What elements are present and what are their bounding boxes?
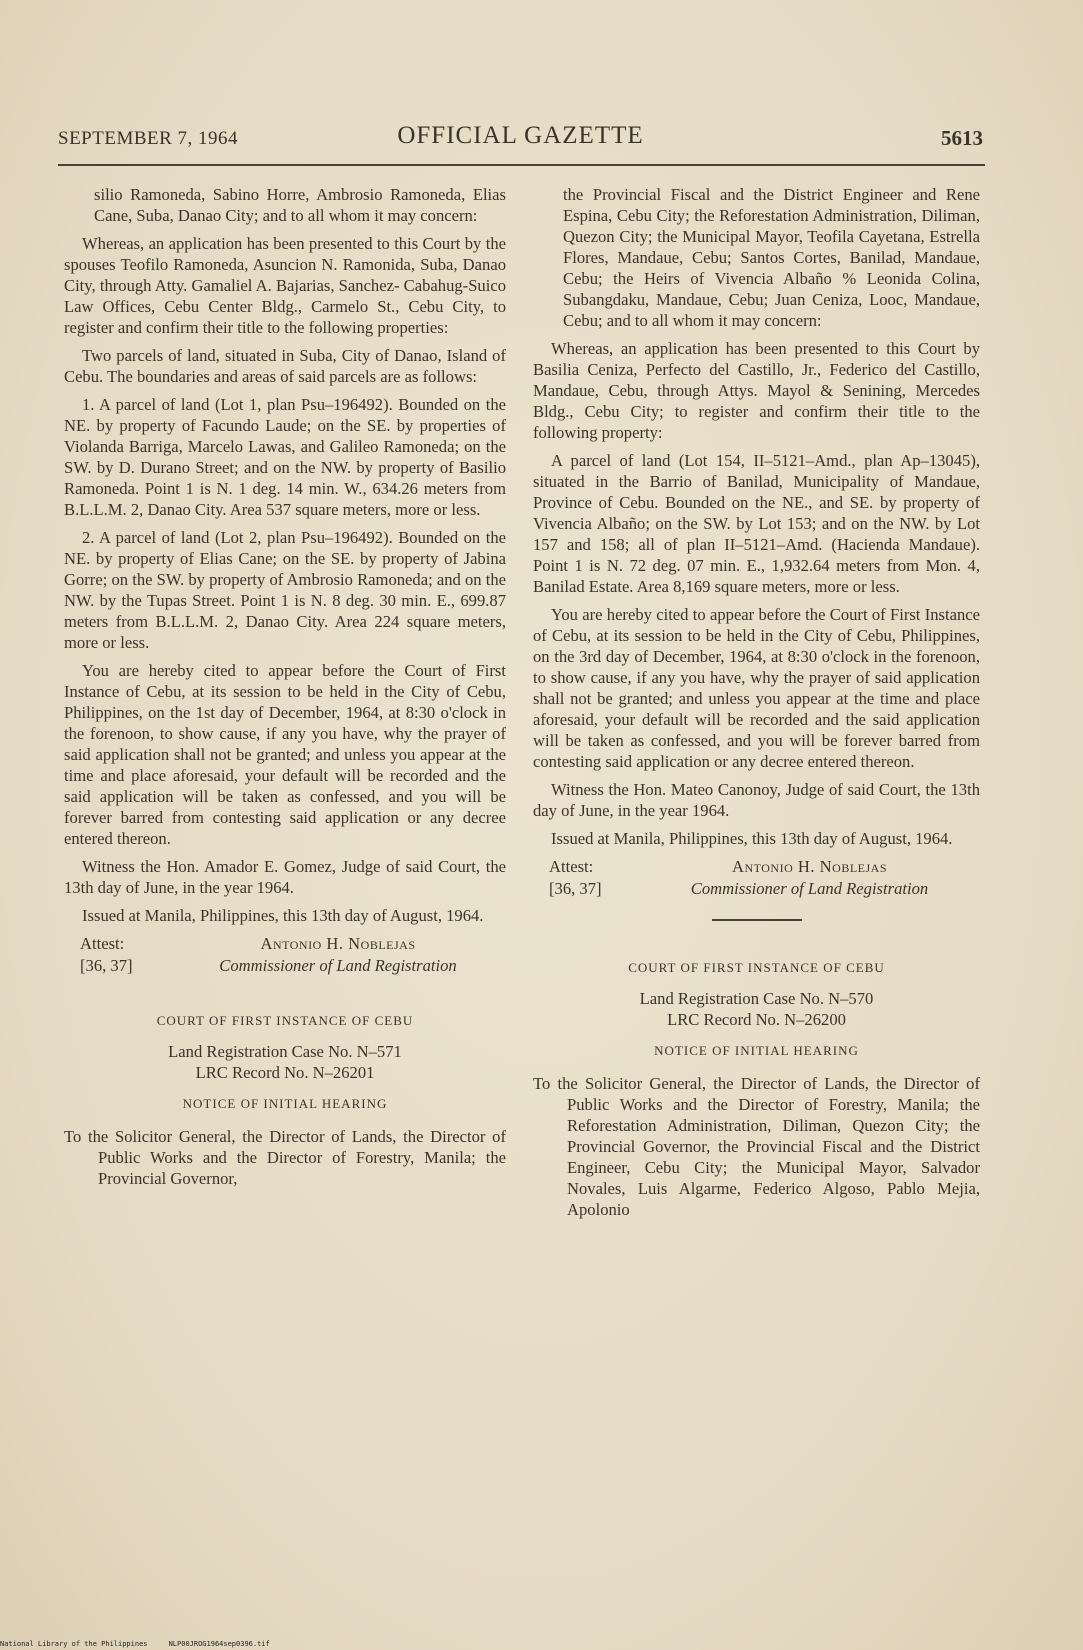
page-header <box>58 122 983 158</box>
case-no: Land Registration Case No. N–570 <box>639 989 874 1008</box>
right-column <box>533 184 980 1227</box>
paragraph: A parcel of land (Lot 154, II–5121–Amd., plan Ap–13045), situated in the Barrio of Banilad, Municipality of Mandaue, Province of Cebu. Bounded on the NE., and SE. by property of Vivencia Albaño; on the SW. by Lot 153; and on the NW. by Lot 157 and 158; all of plan II–5121–Amd. (Hacienda Mandaue). Point 1 is N. 72 deg. 07 min. E., 1,932.64 meters from Mon. 4, Banilad Estate. Area 8,169 square meters, more or less. <box>533 451 980 596</box>
paragraph: Whereas, an application has been presented to this Court by the spouses Teofilo Ramoneda, Asuncion N. Ramonida, Suba, Danao City, through Atty. Gamaliel A. Bajarias, Sanchez- Cabahug-Suico Law Offices, Cebu Center Bldg., Carmelo St., Cebu City, to register and confirm their title to the following properties: <box>64 234 506 337</box>
attest-block <box>80 933 506 976</box>
header-title: OFFICIAL GAZETTE <box>397 122 644 149</box>
attest-block <box>549 856 980 899</box>
notice-heading: NOTICE OF INITIAL HEARING <box>654 1043 859 1058</box>
paragraph: silio Ramoneda, Sabino Horre, Ambrosio Ramoneda, Elias Cane, Suba, Danao City; and to all whom it may concern: <box>94 185 506 225</box>
paragraph: You are hereby cited to appear before the Court of First Instance of Cebu, at its session to be held in the City of Cebu, Philippines, on the 1st day of December, 1964, at 8:30 o'clock in the forenoon, to show cause, if any you have, why the prayer of said application shall not be granted; and unless you appear at the time and place aforesaid, your default will be recorded and the said application will be taken as confessed, and you will be forever barred from contesting said application or any decree entered thereon. <box>64 661 506 848</box>
addressees: To the Solicitor General, the Director of Lands, the Director of Public Works and the Director of Forestry, Manila; the Reforestation Administration, Diliman, Quezon City; the Provincial Governor, the Provincial Fiscal and the District Engineer, Cebu City; the Municipal Mayor, Salvador Novales, Luis Algarme, Federico Algoso, Pablo Mejia, Apolonio <box>533 1074 980 1219</box>
paragraph: Whereas, an application has been presented to this Court by Basilia Ceniza, Perfecto del Castillo, Jr., Federico del Castillo, Mandaue, Cebu, through Attys. Mayol & Senining, Mercedes Bldg., Cebu City; to register and confirm their title to the following property: <box>533 339 980 442</box>
header-date: SEPTEMBER 7, 1964 <box>58 128 239 149</box>
attest-label: Attest: <box>80 934 125 953</box>
paragraph: the Provincial Fiscal and the District Engineer and Rene Espina, Cebu City; the Reforestation Administration, Diliman, Quezon City; the Municipal Mayor, Teofila Cayetana, Estrella Flores, Mandaue, Cebu; Santos Cortes, Banilad, Mandaue, Cebu; the Heirs of Vivencia Albaño % Leonida Colina, Subangdaku, Mandaue, Cebu; Juan Ceniza, Looc, Mandaue, Cebu; and to all whom it may concern: <box>563 185 980 330</box>
header-rule <box>58 164 985 166</box>
case-no: Land Registration Case No. N–571 <box>168 1042 402 1061</box>
paragraph: 1. A parcel of land (Lot 1, plan Psu–196492). Bounded on the NE. by property of Facundo Laude; on the SE. by properties of Violanda Barriga, Marcelo Lawas, and Galileo Ramoneda; on the SW. by D. Durano Street; and on the NW. by property of Basilio Ramoneda. Point 1 is N. 1 deg. 14 min. W., 634.26 meters from B.L.L.M. 2, Danao City. Area 537 square meters, more or less. <box>64 395 506 519</box>
paragraph: You are hereby cited to appear before the Court of First Instance of Cebu, at its session to be held in the City of Cebu, Philippines, on the 3rd day of December, 1964, at 8:30 o'clock in the forenoon, to show cause, if any you have, why the prayer of said application shall not be granted; and unless you appear at the time and place aforesaid, your default will be recorded and the said application will be taken as confessed, and you will be forever barred from contesting said application or any decree entered thereon. <box>533 605 980 771</box>
attest-label: Attest: <box>549 857 594 876</box>
left-column <box>64 184 506 1196</box>
court-heading: COURT OF FIRST INSTANCE OF CEBU <box>156 1013 414 1028</box>
lrc-no: LRC Record No. N–26201 <box>195 1063 375 1082</box>
paragraph: Two parcels of land, situated in Suba, City of Danao, Island of Cebu. The boundaries and areas of said parcels are as follows: <box>64 346 506 386</box>
scan-footer <box>0 1640 270 1648</box>
paragraph: Witness the Hon. Amador E. Gomez, Judge of said Court, the 13th day of June, in the year 1964. <box>64 857 506 897</box>
attest-title: Commissioner of Land Registration <box>219 956 457 975</box>
court-heading: COURT OF FIRST INSTANCE OF CEBU <box>628 960 885 975</box>
section-divider <box>712 919 802 921</box>
paragraph: Witness the Hon. Mateo Canonoy, Judge of said Court, the 13th day of June, in the year 1964. <box>533 780 980 820</box>
attest-title: Commissioner of Land Registration <box>690 879 929 898</box>
attest-ref: [36, 37] <box>80 956 133 975</box>
case-number <box>64 1041 506 1083</box>
case-number <box>533 988 980 1030</box>
attest-name: Antonio H. Noblejas <box>260 934 416 953</box>
lrc-no: LRC Record No. N–26200 <box>667 1010 846 1029</box>
footer-file: NLP00JROG1964sep0396.tif <box>168 1640 270 1648</box>
header-page-number: 5613 <box>941 126 983 150</box>
attest-ref: [36, 37] <box>549 879 602 898</box>
footer-source: National Library of the Philippines <box>0 1640 148 1648</box>
addressees: To the Solicitor General, the Director of Lands, the Director of Public Works and the Director of Forestry, Manila; the Provincial Governor, <box>64 1127 506 1188</box>
paragraph: Issued at Manila, Philippines, this 13th day of August, 1964. <box>82 906 484 925</box>
paragraph: Issued at Manila, Philippines, this 13th day of August, 1964. <box>551 829 953 848</box>
attest-name: Antonio H. Noblejas <box>731 857 887 876</box>
notice-heading: NOTICE OF INITIAL HEARING <box>182 1096 388 1111</box>
paragraph: 2. A parcel of land (Lot 2, plan Psu–196492). Bounded on the NE. by property of Elias Cane; on the SE. by property of Jabina Gorre; on the SW. by property of Ambrosio Ramoneda; and on the NW. by the Tupas Street. Point 1 is N. 8 deg. 30 min. E., 699.87 meters from B.L.L.M. 2, Danao City. Area 224 square meters, more or less. <box>64 528 506 652</box>
